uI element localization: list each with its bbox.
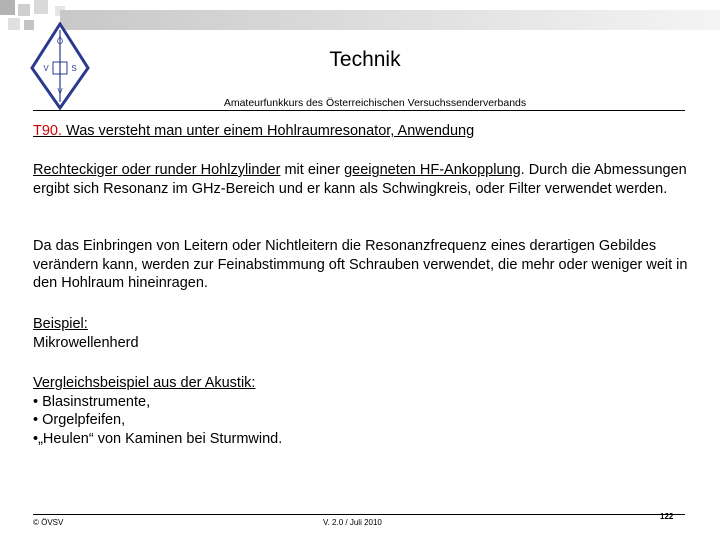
svg-text:Ö: Ö (56, 37, 64, 46)
question-number: T90. (33, 123, 63, 139)
page-subtitle: Amateurfunkkurs des Österreichischen Versuchssenderverbands (223, 97, 527, 109)
header-divider (33, 110, 685, 111)
footer-divider (33, 514, 685, 515)
list-item: • Orgelpfeifen, (33, 412, 126, 428)
list-item: • Blasinstrumente, (33, 393, 151, 410)
page-title: Technik (329, 48, 401, 71)
paragraph-tuning: Da das Einbringen von Leitern oder Nichtleitern die Resonanzfrequenz eines derartigen Gebildes verändern kann, werden zur Feinabstimmung oft Schrauben verwendet, die mehr oder weniger weit in den Hohlraum hineinragen. (33, 238, 688, 291)
definition-term-2: geeigneten HF-Ankopplung (344, 162, 521, 178)
definition-rest: . Durch die Abmessungen ergibt sich Resonanz im GHz-Bereich und er kann als Schwingkreis, oder Filter verwendet werden. (33, 162, 687, 197)
question-text: Was versteht man unter einem Hohlraumresonator, Anwendung (62, 123, 475, 139)
comparison-block (33, 374, 693, 448)
example-value: Mikrowellenherd (33, 334, 139, 351)
definition-term-1: Rechteckiger oder runder Hohlzylinder (33, 162, 281, 178)
list-item: •„Heulen“ von Kaminen bei Sturmwind. (33, 430, 283, 447)
decorative-squares (0, 0, 720, 40)
paragraph-definition (33, 161, 693, 198)
svg-text:V: V (57, 87, 63, 96)
question-heading (33, 122, 474, 140)
example-block (33, 315, 693, 352)
definition-connector: mit einer (280, 162, 345, 178)
svg-text:S: S (71, 64, 77, 73)
comparison-label: Vergleichsbeispiel aus der Akustik: (33, 375, 256, 391)
svg-text:V: V (43, 64, 49, 73)
page-number: 122 (660, 512, 674, 521)
footer-copyright: © ÖVSV (33, 518, 64, 527)
footer-version: V. 2.0 / Juli 2010 (323, 518, 382, 527)
example-label: Beispiel: (33, 316, 88, 332)
ovsv-logo (30, 22, 90, 110)
